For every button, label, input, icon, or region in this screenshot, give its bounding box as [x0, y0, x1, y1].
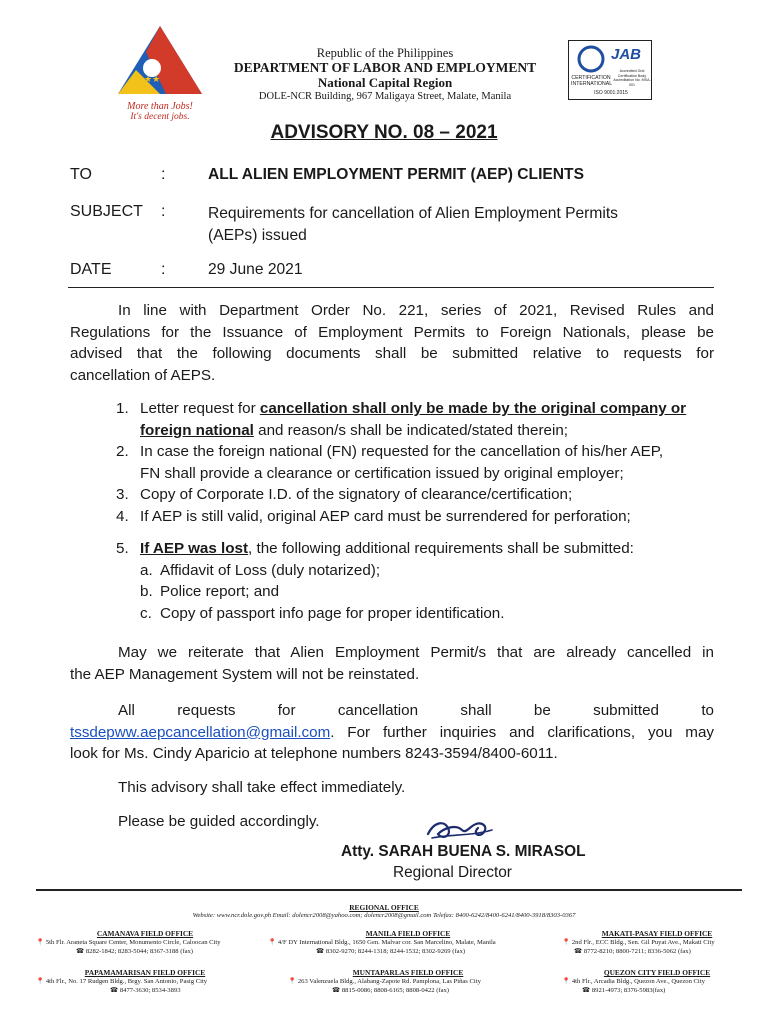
certification-badge: [568, 40, 652, 100]
subject-colon: :: [161, 203, 166, 220]
sub-list-item: a. Affidavit of Loss (duly notarized);: [140, 561, 381, 579]
date-colon: :: [161, 261, 166, 278]
phone-icon: ☎: [76, 948, 85, 955]
letterhead: [210, 46, 560, 104]
field-office-quezon-city: QUEZON CITY FIELD OFFICE 📍 4th Flr., Arcadia Bldg., Quezon Ave., Quezon City ☎ 8921-4973; 8376-5983(fax): [562, 968, 711, 994]
signatory-position: Regional Director: [393, 864, 512, 881]
list-item: 2. In case the foreign national (FN) requested for the cancellation of his/her AEP, FN shall provide a clearance or certification issued by original employer;: [116, 443, 664, 482]
republic-text: Republic of the Philippines: [316, 46, 454, 60]
phone-icon: ☎: [574, 948, 583, 955]
list-item: 5. If AEP was lost, the following additional requirements shall be submitted:: [116, 540, 634, 557]
date-label: DATE: [70, 261, 112, 278]
location-pin-icon: 📍: [288, 978, 297, 985]
subject-value: Requirements for cancellation of Alien Employment Permits (AEPs) issued: [208, 205, 618, 244]
requests-paragraph: All requests for cancellation shall be submitted to tssdepww.aepcancellation@gmail.com. For further inquiries and clarifications, you may look for Ms. Cindy Aparicio at telephone numbers 8243-3594/8400-6011.: [70, 702, 714, 762]
requirements-list: [116, 398, 716, 624]
sub-list: [116, 560, 716, 625]
guided-text: Please be guided accordingly.: [118, 813, 320, 830]
phone-icon: ☎: [316, 948, 325, 955]
office-address: DOLE-NCR Building, 967 Maligaya Street, Malate, Manila: [258, 91, 512, 102]
email-link[interactable]: tssdepww.aepcancellation@gmail.com: [70, 723, 331, 741]
svg-text:★★: ★★: [144, 75, 161, 85]
reiterate-paragraph: May we reiterate that Alien Employment Permit/s that are already cancelled in the AEP Management System will not be reinstated.: [70, 644, 714, 683]
logo-tagline-2: It's decent jobs.: [130, 112, 190, 122]
phone-icon: ☎: [110, 987, 119, 994]
iso-number: ISO 9001:2015: [594, 90, 628, 96]
regional-office-title: REGIONAL OFFICE: [349, 903, 419, 912]
to-label: TO: [70, 166, 92, 183]
dole-logo-icon: [116, 24, 204, 96]
phone-icon: ☎: [582, 987, 591, 994]
signature-mark-icon: [422, 814, 498, 844]
location-pin-icon: 📍: [268, 939, 277, 946]
certification-ring-icon: [575, 44, 607, 74]
date-value: 29 June 2021: [208, 261, 303, 278]
subject-label: SUBJECT: [70, 203, 143, 220]
department-name: DEPARTMENT OF LABOR AND EMPLOYMENT: [233, 60, 537, 75]
field-office-makati-pasay: MAKATI-PASAY FIELD OFFICE 📍 2nd Flr., ECC Bldg., Sen. Gil Puyat Ave., Makati City ☎ 8772-8210; 8800-7211; 8336-5062 (fax): [562, 929, 715, 955]
location-pin-icon: 📍: [36, 978, 45, 985]
region-name: National Capital Region: [317, 75, 453, 90]
list-item: 1. Letter request for cancellation shall only be made by the original company or foreign national and reason/s shall be indicated/stated therein;: [116, 400, 687, 439]
jab-mark: JAB: [611, 46, 642, 63]
field-office-manila: MANILA FIELD OFFICE 📍 4/F DY International Bldg., 1650 Gen. Malvar cor. San Marcelino, Malate, Manila ☎ 8302-9270; 8244-1318; 8244-1532; 8302-9269 (fax): [268, 929, 496, 955]
sub-list-item: b. Police report; and: [140, 583, 280, 600]
effect-text: This advisory shall take effect immediately.: [118, 779, 406, 796]
head-divider: [68, 287, 714, 288]
dole-logo: [116, 24, 204, 124]
phone-icon: ☎: [332, 987, 341, 994]
advisory-title: ADVISORY NO. 08 – 2021: [270, 122, 498, 143]
signatory-name: Atty. SARAH BUENA S. MIRASOL: [341, 843, 586, 860]
location-pin-icon: 📍: [36, 939, 45, 946]
regional-office-contacts: Website: www.ncr.dole.gov.ph Email: dolencr2008@yahoo.com; dolencr2008@gmail.com Telefax: 8400-6242/8400-6241/8400-3918/8303-0367: [192, 912, 576, 919]
field-office-muntaparlas: MUNTAPARLAS FIELD OFFICE 📍 263 Valenzuela Bldg., Alabang-Zapote Rd. Pamplona, Las Piñas City ☎ 8815-0086; 8808-6165; 8808-0422 (fax): [288, 968, 481, 994]
location-pin-icon: 📍: [562, 978, 571, 985]
field-office-camanava: CAMANAVA FIELD OFFICE 📍 5th Flr. Araneta Square Center, Monumento Circle, Caloocan City ☎ 8282-1842; 8283-5044; 8367-3188 (fax): [36, 929, 221, 955]
location-pin-icon: 📍: [562, 939, 571, 946]
to-value: ALL ALIEN EMPLOYMENT PERMIT (AEP) CLIENTS: [208, 166, 584, 183]
to-colon: :: [161, 166, 166, 183]
sub-list-item: c. Copy of passport info page for proper identification.: [140, 604, 505, 622]
requests-line-1: All requests for cancellation shall be submitted to: [118, 702, 714, 719]
logo-tagline-1: More than Jobs!: [127, 101, 193, 112]
footer-divider: [36, 889, 742, 891]
list-item: 3. Copy of Corporate I.D. of the signatory of clearance/certification;: [116, 486, 573, 503]
field-office-papamamarisan: PAPAMAMARISAN FIELD OFFICE 📍 4th Flr., No. 17 Rudgen Bldg., Brgy. San Antonio, Pasig City ☎ 8477-3630; 8534-3893: [36, 968, 208, 994]
cert-text: CERTIFICATION INTERNATIONAL: [571, 75, 613, 87]
jab-subtext: Accredited Grid Certification Body Accreditation No. MSA-001: [613, 69, 651, 87]
list-item: 4. If AEP is still valid, original AEP card must be surrendered for perforation;: [116, 507, 631, 525]
requests-line-2: tssdepww.aepcancellation@gmail.com. For further inquiries and clarifications, you may: [70, 723, 714, 741]
intro-paragraph: In line with Department Order No. 221, series of 2021, Revised Rules and Regulations for the Issuance of Employment Permits to Foreign Nationals, please be advised that the following documents shall be submitted relative to requests for cancellation of AEPS.: [70, 302, 714, 384]
